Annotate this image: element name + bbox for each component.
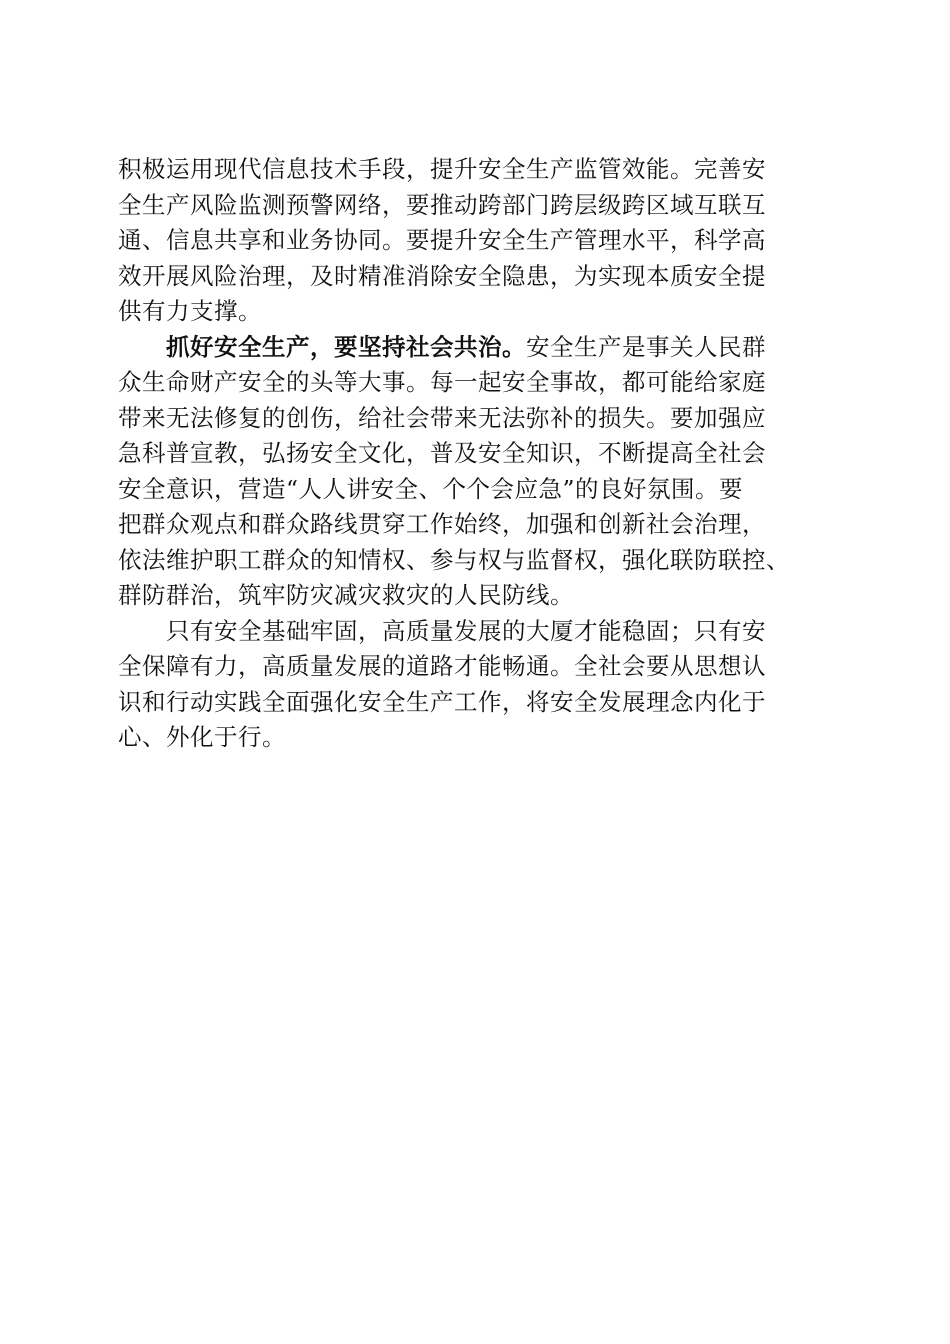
paragraph-heading: 抓好安全生产，要坚持社会共治。 <box>166 332 526 361</box>
text-line: 识和行动实践全面强化安全生产工作，将安全发展理念内化于 <box>118 687 766 716</box>
text-line: 心、外化于行。 <box>118 723 286 751</box>
text-line: 效开展风险治理，及时精准消除安全隐患，为实现本质安全提 <box>118 261 766 290</box>
text-span: 安全生产是事关人民群 <box>526 332 766 361</box>
text-line: 全保障有力，高质量发展的道路才能畅通。全社会要从思想认 <box>118 652 766 680</box>
text-line: 把群众观点和群众路线贯穿工作始终，加强和创新社会治理， <box>118 510 766 538</box>
paragraph-3 <box>118 614 838 756</box>
text-line: 群防群治，筑牢防灾减灾救灾的人民防线。 <box>118 581 574 609</box>
text-line: 急科普宣教，弘扬安全文化，普及安全知识，不断提高全社会 <box>118 439 766 467</box>
text-line <box>118 330 838 366</box>
text-line: 带来无法修复的创伤，给社会带来无法弥补的损失。要加强应 <box>118 403 766 432</box>
text-line: 供有力支撑。 <box>118 297 262 325</box>
paragraph-1 <box>118 152 838 330</box>
text-line: 众生命财产安全的头等大事。每一起安全事故，都可能给家庭 <box>118 368 766 396</box>
text-line: 全生产风险监测预警网络，要推动跨部门跨层级跨区域互联互 <box>118 190 766 219</box>
text-line: 积极运用现代信息技术手段，提升安全生产监管效能。完善安 <box>118 155 766 183</box>
paragraph-2 <box>118 330 838 614</box>
text-line: 安全意识，营造“人人讲安全、个个会应急”的良好氛围。要 <box>118 474 744 503</box>
text-line: 依法维护职工群众的知情权、参与权与监督权，强化联防联控、 <box>118 545 790 574</box>
document-body <box>118 152 838 756</box>
text-line: 通、信息共享和业务协同。要提升安全生产管理水平，科学高 <box>118 226 766 254</box>
text-line: 只有安全基础牢固，高质量发展的大厦才能稳固；只有安 <box>166 616 766 645</box>
